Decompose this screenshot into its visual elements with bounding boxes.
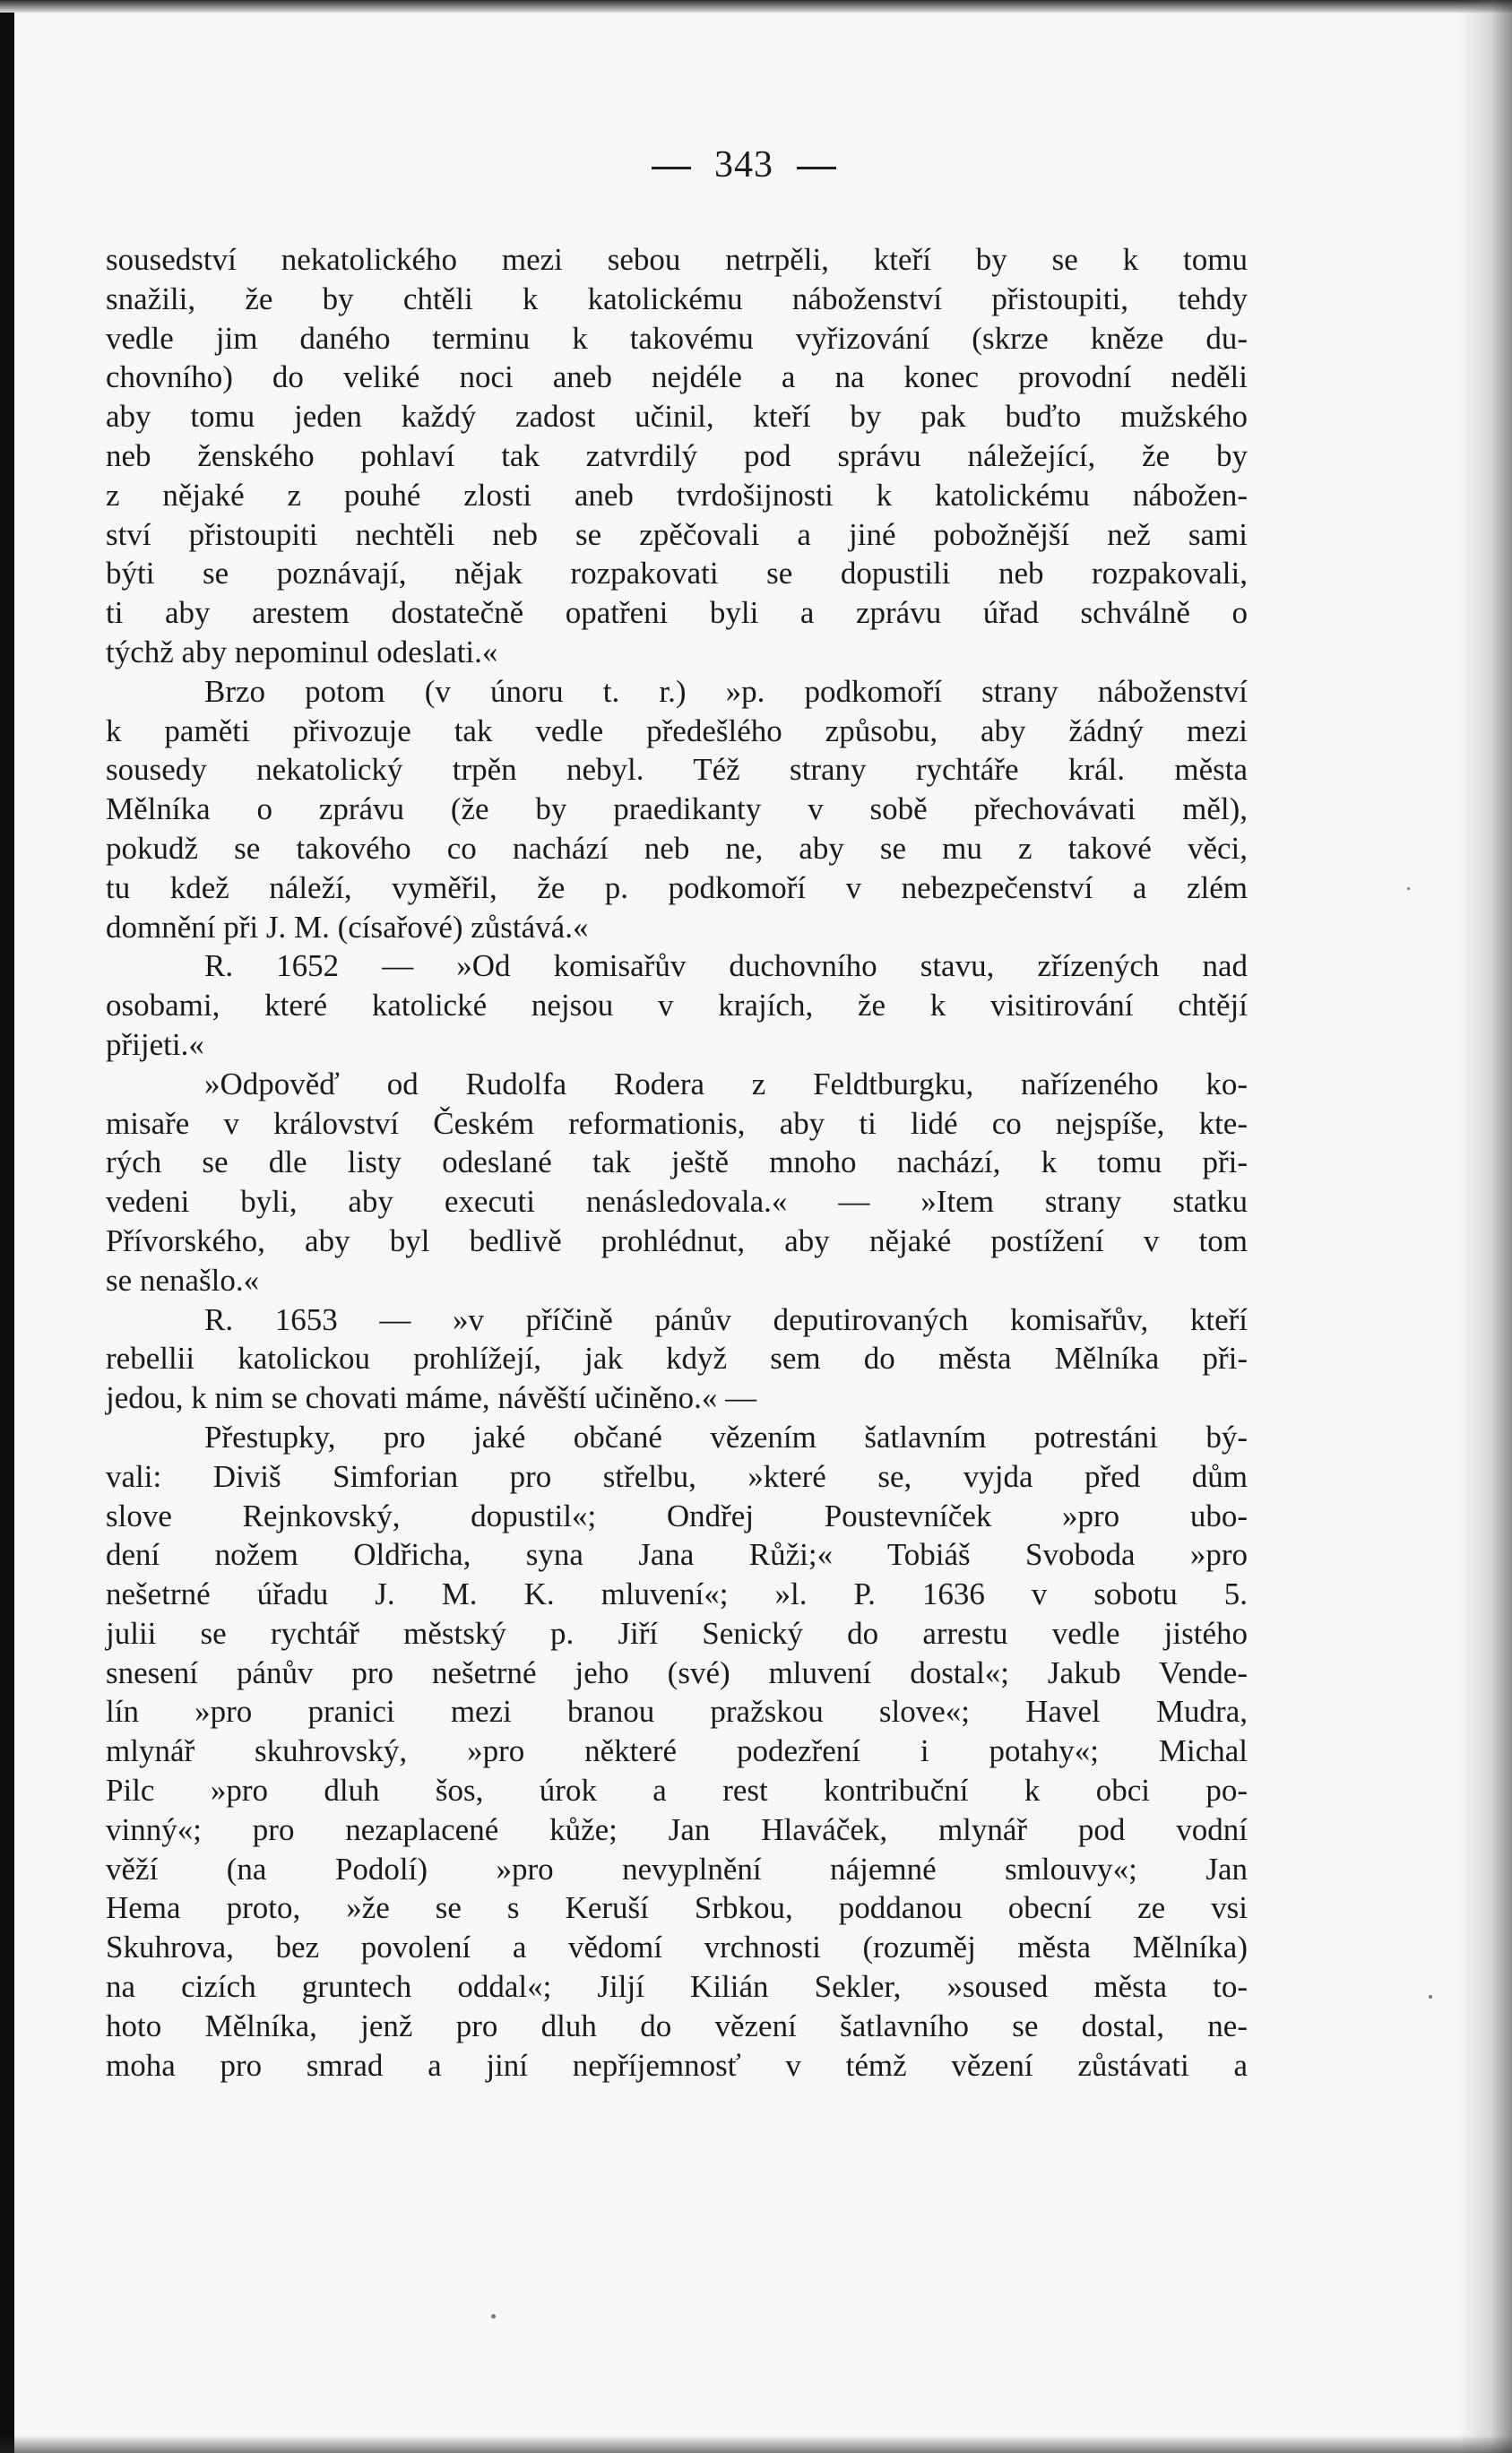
text-line: slove Rejnkovský, dopustil«; Ondřej Poustevníček »pro ubo- [106,1498,1248,1533]
text-line: sousedy nekatolický trpěn nebyl. Též strany rychtáře král. města [106,752,1248,788]
text-line: vinný«; pro nezaplacené kůže; Jan Hlaváček, mlynář pod vodní [106,1811,1248,1847]
text-line: julii se rychtář městský p. Jiří Senický do arrestu vedle jistého [106,1615,1248,1651]
scan-speck [1429,1995,1432,1999]
text-line: domnění při J. M. (císařové) zůstává.« [106,909,589,945]
text-line: Pilc »pro dluh šos, úrok a rest kontribuční k obci po- [106,1773,1248,1809]
text-line: »Odpověď od Rudolfa Rodera z Feldtburgku, nařízeného ko- [204,1066,1248,1101]
text-line: na cizích gruntech oddal«; Jiljí Kilián Sekler, »soused města to- [106,1969,1248,2005]
text-line: pokudž se takového co nachází neb ne, aby se mu z takové věci, [106,830,1248,866]
text-line: ti aby arestem dostatečně opatřeni byli a zprávu úřad schválně o [106,595,1248,631]
page-number: 343 [714,144,773,186]
text-line: dení nožem Oldřicha, syna Jana Růži;« Tobiáš Svoboda »pro [106,1537,1248,1573]
header-dash-left [652,167,691,169]
text-line: moha pro smrad a jiní nepříjemnosť v témž vězení zůstávati a [106,2047,1248,2083]
text-line: neb ženského pohlaví tak zatvrdilý pod správu náležející, že by [106,437,1248,473]
scan-speck [491,2314,496,2319]
text-line: vedeni byli, aby executi nenásledovala.« — »Item strany statku [106,1184,1248,1220]
text-line: z nějaké z pouhé zlosti aneb tvrdošijnosti k katolickému nábožen- [106,477,1248,513]
text-line: Mělníka o zprávu (že by praedikanty v sobě přechovávati měl), [106,791,1248,827]
text-line: osobami, které katolické nejsou v krajích, že k visitirování chtějí [106,988,1248,1024]
text-line: vedle jim daného terminu k takovému vyřizování (skrze kněze du- [106,320,1248,356]
text-line: jedou, k nim se chovati máme, návěští učiněno.« — [106,1380,757,1416]
text-line: ství přistoupiti nechtěli neb se zpěčovali a jiné pobožnější než sami [106,516,1248,552]
text-line: rebellii katolickou prohlížejí, jak když sem do města Mělníka při- [106,1341,1248,1377]
text-line: rých se dle listy odeslané tak ještě mnoho nachází, k tomu při- [106,1144,1248,1180]
text-line: chovního) do veliké noci aneb nejdéle a na konec provodní neděli [106,359,1248,395]
scan-speck [1407,887,1410,890]
text-line: Skuhrova, bez povolení a vědomí vrchnosti (rozuměj města Mělníka) [106,1930,1248,1965]
scan-edge-top [0,0,1512,13]
text-line: tu kdež náleží, vyměřil, že p. podkomoří v nebezpečenství a zlém [106,869,1248,905]
text-line: nešetrné úřadu J. M. K. mluvení«; »l. P. 1636 v sobotu 5. [106,1576,1248,1612]
text-line: misaře v království Českém reformationis, aby ti lidé co nejspíše, kte- [106,1105,1248,1141]
scan-edge-bottom [0,2435,1512,2453]
text-line: lín »pro pranici mezi branou pražskou slove«; Havel Mudra, [106,1694,1248,1730]
text-line: týchž aby nepominul odeslati.« [106,634,498,669]
scan-edge-left [0,0,14,2453]
text-line: Brzo potom (v únoru t. r.) »p. podkomoří strany náboženství [204,673,1248,709]
text-line: Přestupky, pro jaké občané vězením šatlavním potrestáni bý- [204,1419,1248,1455]
text-line: snesení pánův pro nešetrné jeho (své) mluvení dostal«; Jakub Vende- [106,1654,1248,1690]
text-line: se nenašlo.« [106,1262,260,1298]
header-dash-right [797,167,836,169]
text-line: mlynář skuhrovský, »pro některé podezření i potahy«; Michal [106,1733,1248,1769]
text-line: R. 1653 — »v příčině pánův deputirovaných komisařův, kteří [204,1301,1248,1337]
text-line: věží (na Podolí) »pro nevyplnění nájemné smlouvy«; Jan [106,1851,1248,1887]
text-line: snažili, že by chtěli k katolickému náboženství přistoupiti, tehdy [106,281,1248,316]
page-number-header [0,143,1488,186]
text-line: hoto Mělníka, jenž pro dluh do vězení šatlavního se dostal, ne- [106,2008,1248,2043]
scan-edge-right [1458,0,1512,2453]
text-line: Přívorského, aby byl bedlivě prohlédnut, aby nějaké postížení v tom [106,1222,1248,1258]
text-line: býti se poznávají, nějak rozpakovati se dopustili neb rozpakovali, [106,556,1248,592]
body-text [106,240,1248,2085]
text-line: vali: Diviš Simforian pro střelbu, »které se, vyjda před dům [106,1458,1248,1494]
text-line: sousedství nekatolického mezi sebou netrpěli, kteří by se k tomu [106,242,1248,277]
text-line: aby tomu jeden každý zadost učinil, kteří by pak buďto mužského [106,399,1248,435]
text-line: přijeti.« [106,1026,204,1062]
text-line: R. 1652 — »Od komisařův duchovního stavu, zřízených nad [204,948,1248,984]
text-line: k paměti přivozuje tak vedle předešlého způsobu, aby žádný mezi [106,713,1248,748]
text-line: Hema proto, »že se s Keruší Srbkou, poddanou obecní ze vsi [106,1890,1248,1926]
